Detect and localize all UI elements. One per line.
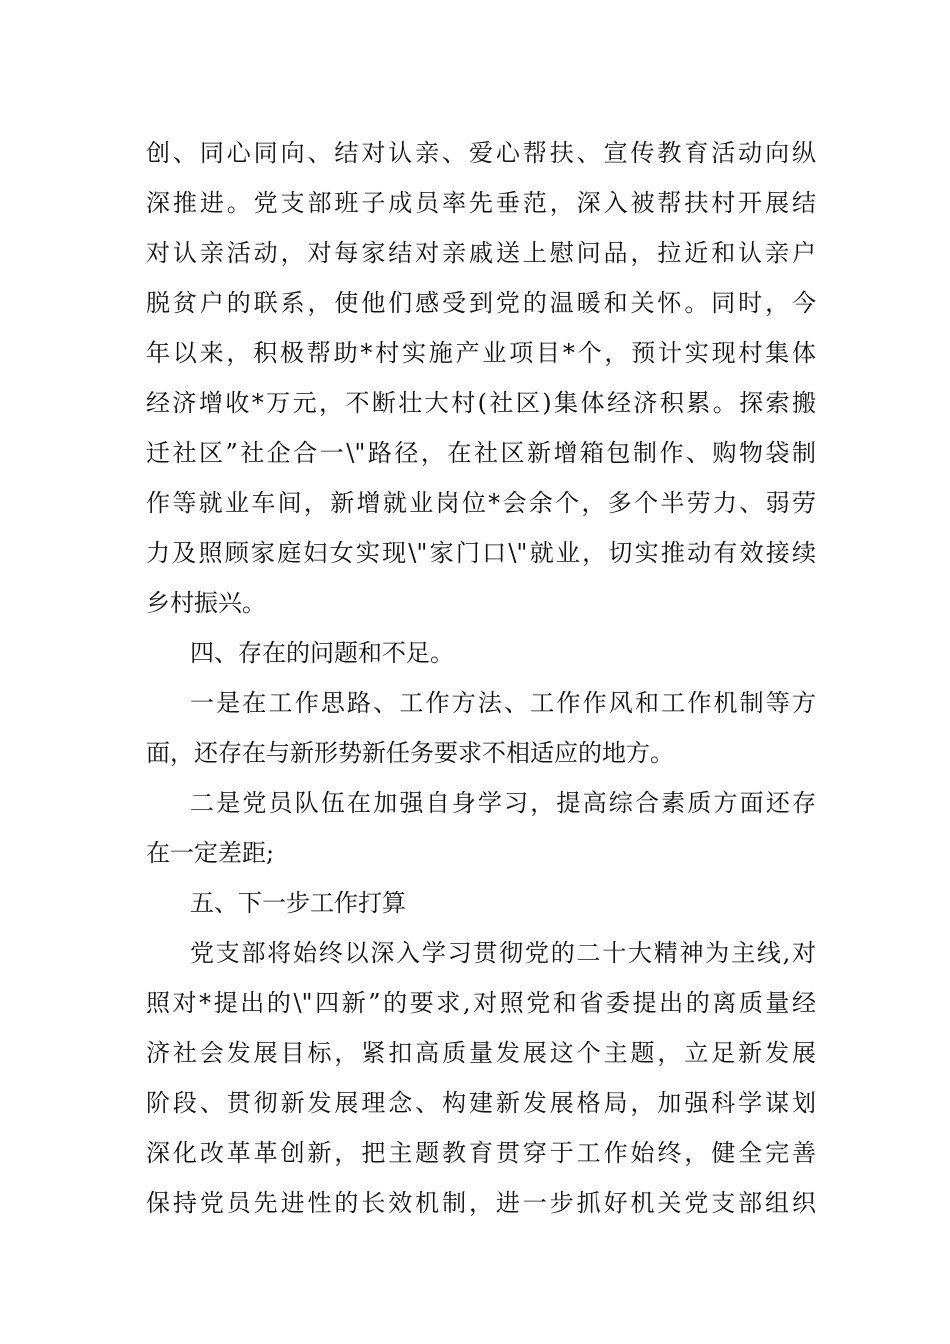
section-heading-next-steps bbox=[146, 878, 816, 928]
text-line: 面，还存在与新形势新任务要求不相适应的地方。 bbox=[146, 739, 674, 767]
text-line: 济社会发展目标，紧扣高质量发展这个主题，立足新发展 bbox=[146, 1039, 816, 1067]
text-line: 一是在工作思路、工作方法、工作作风和工作机制等方 bbox=[190, 689, 816, 717]
text-line: 阶段、贯彻新发展理念、构建新发展格局，加强科学谋划 bbox=[146, 1089, 816, 1117]
paragraph-work-plan bbox=[146, 928, 816, 1228]
text-line: 在一定差距; bbox=[146, 839, 275, 867]
body-text bbox=[146, 128, 816, 1228]
paragraph-problem-one bbox=[146, 678, 816, 778]
text-line: 脱贫户的联系，使他们感受到党的温暖和关怀。同时，今 bbox=[146, 289, 816, 317]
text-line: 创、同心同向、结对认亲、爱心帮扶、宣传教育活动向纵 bbox=[146, 139, 816, 167]
text-line: 深化改革革创新，把主题教育贯穿于工作始终，健全完善 bbox=[146, 1139, 816, 1167]
paragraph-poverty-alleviation bbox=[146, 128, 816, 628]
text-line: 年以来，积极帮助*村实施产业项目*个，预计实现村集体 bbox=[146, 339, 816, 367]
text-line: 作等就业车间，新增就业岗位*会余个，多个半劳力、弱劳 bbox=[146, 489, 816, 517]
text-line: 深推进。党支部班子成员率先垂范，深入被帮扶村开展结 bbox=[146, 189, 816, 217]
section-heading-problems bbox=[146, 628, 816, 678]
text-line: 经济增收*万元，不断壮大村(社区)集体经济积累。探索搬 bbox=[146, 389, 816, 417]
text-line: 照对*提出的\"四新”的要求,对照党和省委提出的离质量经 bbox=[146, 989, 816, 1017]
text-line: 党支部将始终以深入学习贯彻党的二十大精神为主线,对 bbox=[190, 939, 816, 967]
text-line: 对认亲活动，对每家结对亲戚送上慰问品，拉近和认亲户 bbox=[146, 239, 816, 267]
heading-text: 五、下一步工作打算 bbox=[190, 889, 406, 917]
paragraph-problem-two bbox=[146, 778, 816, 878]
text-line: 二是党员队伍在加强自身学习，提高综合素质方面还存 bbox=[190, 789, 816, 817]
text-line: 迁社区”社企合一\"路径，在社区新增箱包制作、购物袋制 bbox=[146, 439, 816, 467]
heading-text: 四、存在的问题和不足。 bbox=[190, 639, 454, 667]
text-line: 力及照顾家庭妇女实现\"家门口\"就业，切实推动有效接续 bbox=[146, 539, 816, 567]
text-line: 保持党员先进性的长效机制，进一步抓好机关党支部组织 bbox=[146, 1189, 816, 1217]
text-line: 乡村振兴。 bbox=[146, 589, 266, 617]
